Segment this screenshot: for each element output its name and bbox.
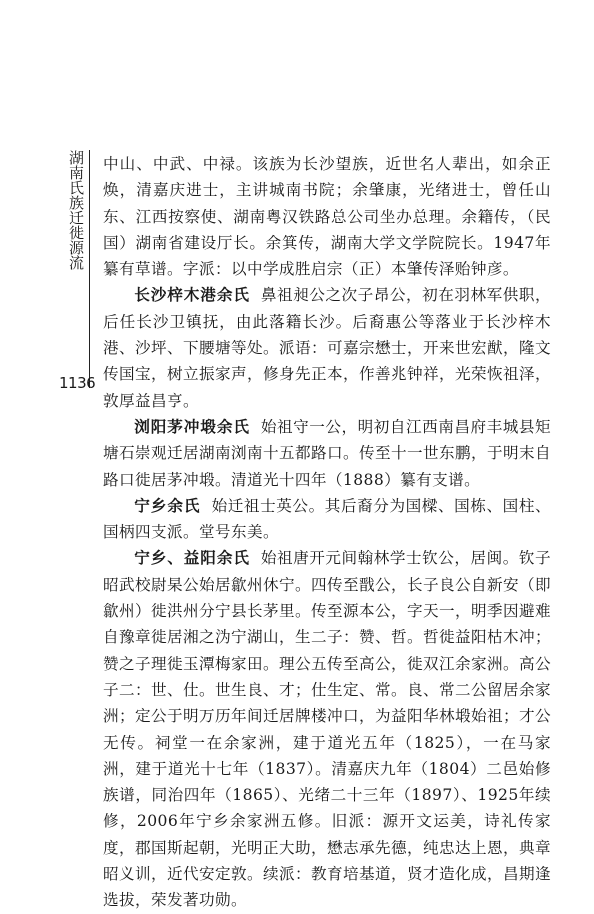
- margin-rule: [89, 150, 90, 388]
- paragraph-text: 鼻祖昶公之次子昂公，初在羽林军供职，后任长沙卫镇抚，由此落籍长沙。后裔惠公等落业于长沙梓木港、沙坪、下腰塘等处。派语：可嘉宗懋士，开来世宏猷，隆文传国宝，树立振家声，修身先正本，作善兆钟祥，光荣恢祖泽，敦厚益昌亨。: [103, 286, 551, 410]
- paragraph-text: 始祖唐开元间翰林学士钦公，居闽。钦子昭武校尉杲公始居歙州休宁。四传至戬公，长子良公自新安（即歙州）徙洪州分宁县长茅里。传至源本公，字天一，明季因避难自豫章徙居湘之沩宁湖山，生二子：赞、哲。哲徙益阳枯木冲；赞之子理徙玉潭梅家田。理公五传至高公，徙双江余家洲。高公子二：世、仕。世生良、才；仕生定、常。良、常二公留居余家洲；定公于明万历年间迁居牌楼冲口，为益阳华林塅始祖；才公无传。祠堂一在余家洲，建于道光五年（1825），一在马家洲，建于道光十七年（1837）。清嘉庆九年（1804）二邑始修族谱，同治四年（1865）、光绪二十三年（1897）、1925年续修，2006年宁乡余家洲五修。旧派：源开文运美，诗礼传家度，郡国斯起朝，光明正大助，懋志承先德，纯忠达上恩，典章昭义训，近代安定敦。续派：教育培基道，贤才造化成，昌期逢选拔，荣发著功勋。: [103, 549, 551, 910]
- paragraph-liuyang-maochongduan: [103, 414, 551, 493]
- running-title: 湖南氏族迁徙源流: [67, 150, 85, 270]
- paragraph-text: 始祖守一公，明初自江西南昌府丰城县矩塘石崇观迁居湖南浏南十五都路口。传至十一世东鹏，于明末自路口徙居茅冲塅。清道光十四年（1888）纂有支谱。: [103, 417, 551, 489]
- page-body: [103, 151, 551, 914]
- section-heading: 浏阳茅冲塅余氏: [134, 417, 250, 436]
- paragraph-changsha-zimugang: [103, 282, 551, 413]
- paragraph-ningxiang-yiyang: [103, 545, 551, 913]
- paragraph-text: 始迁祖士英公。其后裔分为国樑、国栋、国柱、国柄四支派。堂号东美。: [103, 496, 552, 542]
- section-heading: 宁乡余氏: [134, 496, 201, 515]
- section-heading: 宁乡、益阳余氏: [134, 549, 250, 568]
- paragraph-ningxiang: [103, 493, 551, 546]
- page-number: 1136: [59, 374, 96, 392]
- section-heading: 长沙梓木港余氏: [134, 286, 250, 305]
- paragraph-continuation: [103, 151, 551, 282]
- paragraph-text: 中山、中武、中禄。该族为长沙望族，近世名人辈出，如余正焕，清嘉庆进士，主讲城南书院；余肇康，光绪进士，曾任山东、江西按察使、湖南粤汉铁路总公司坐办总理。余籍传，（民国）湖南省建设厅长。余箕传，湖南大学文学院院长。1947年纂有草谱。字派：以中学成胜启宗（正）本肇传泽贻钟彦。: [103, 155, 551, 279]
